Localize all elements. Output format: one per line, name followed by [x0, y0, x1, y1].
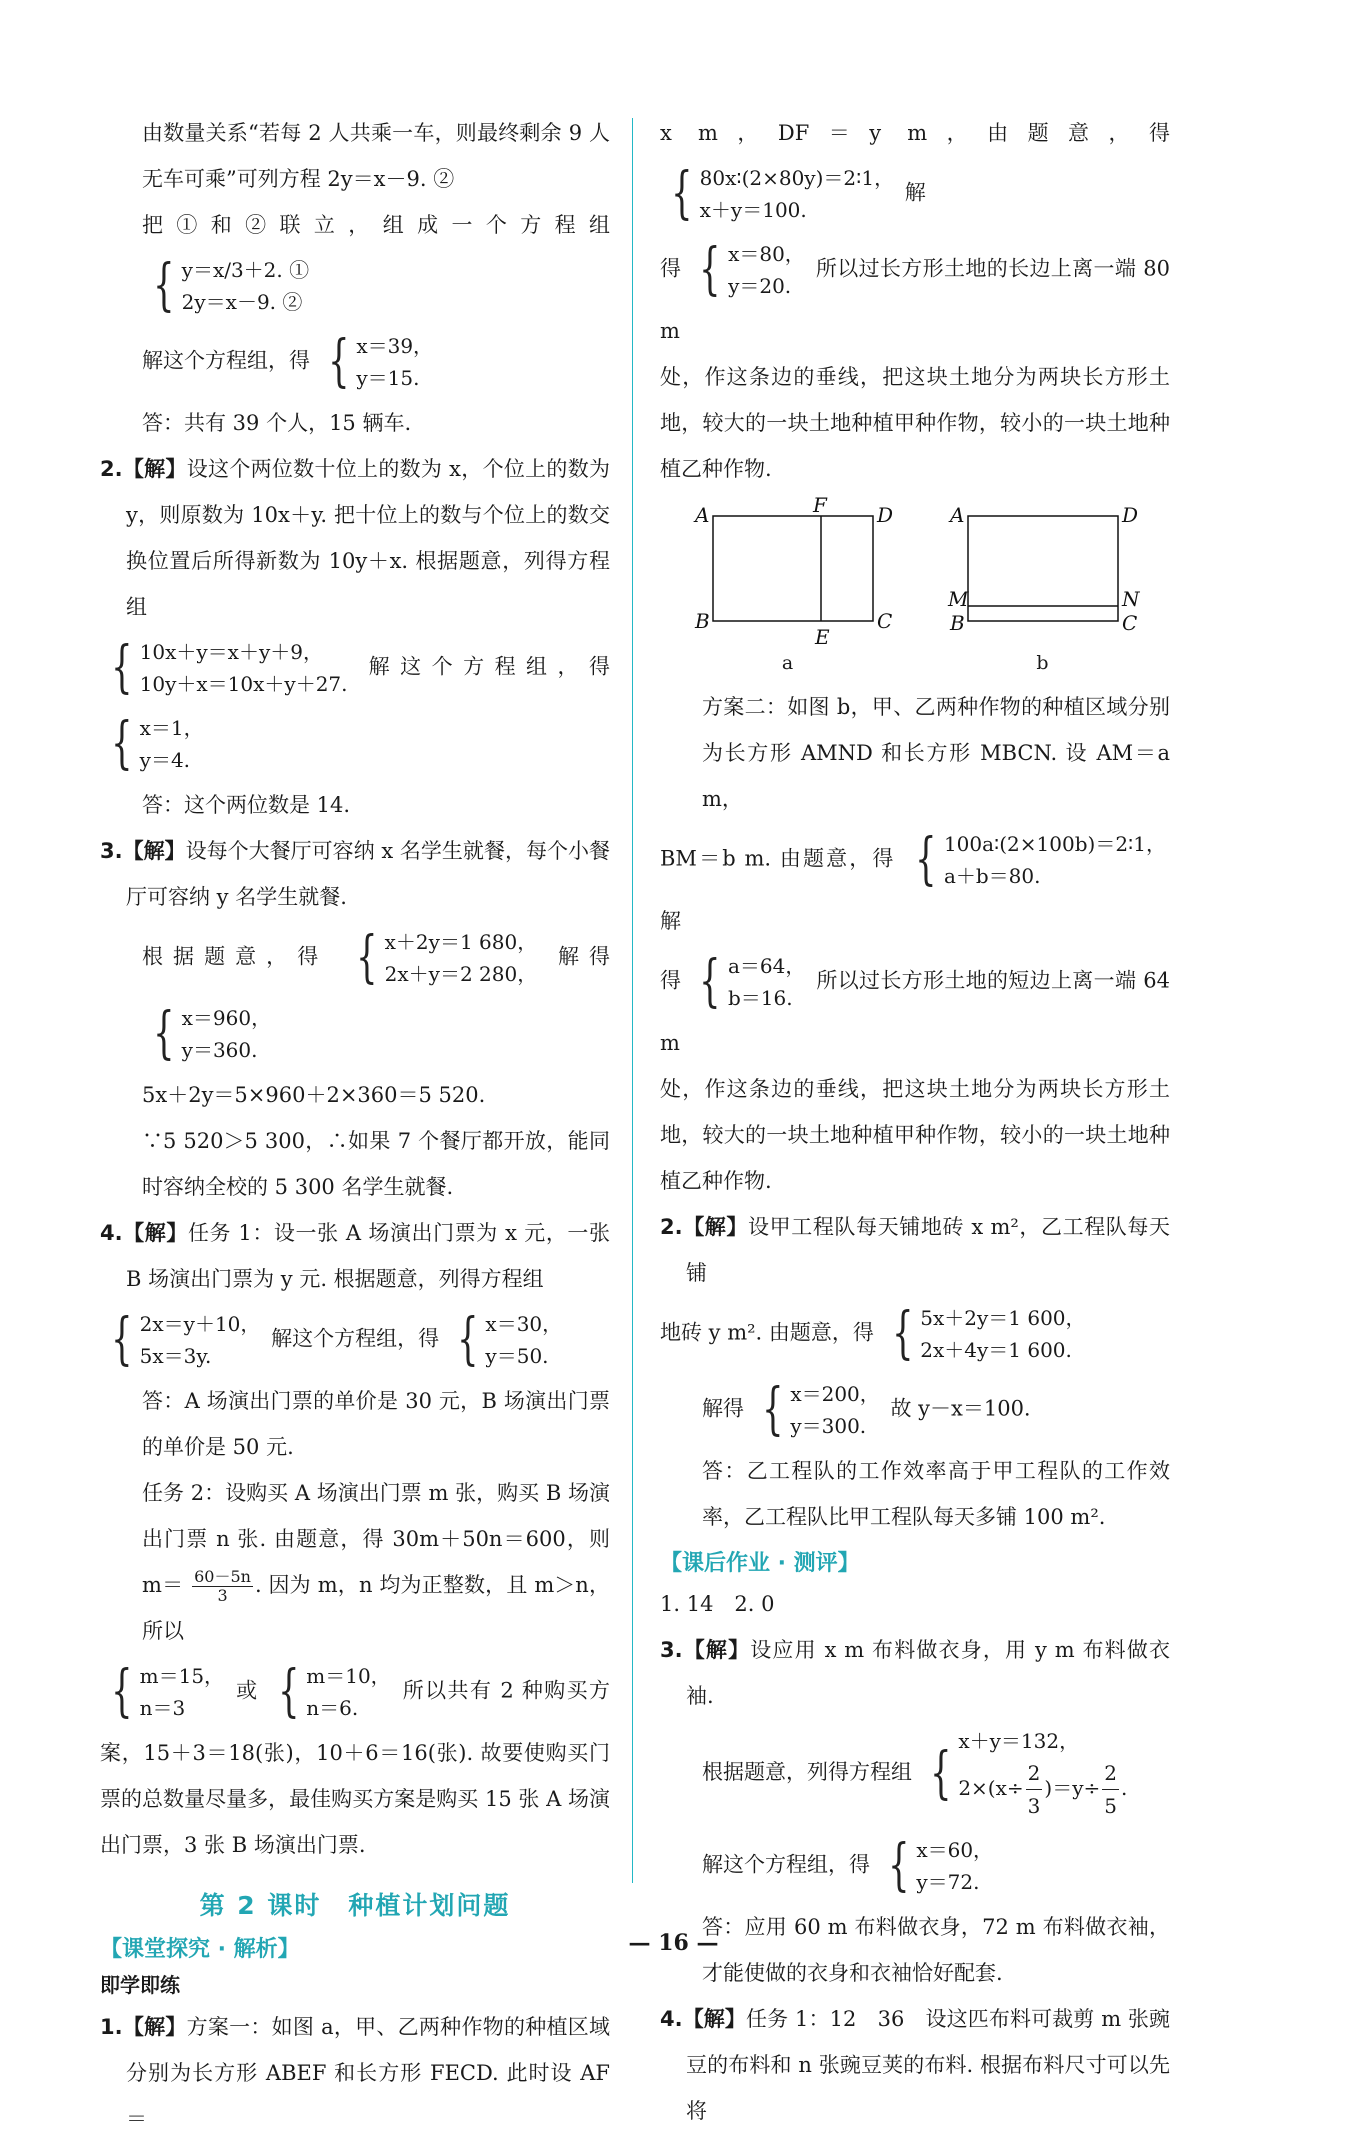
fraction [192, 1568, 253, 1605]
equation-system: { 100a∶(2×100b)＝2∶1， a＋b＝80. [915, 827, 1166, 892]
text: 或 [236, 1678, 259, 1703]
answer: 答：乙工程队的工作效率高于甲工程队的工作效率，乙工程队比甲工程队每天多铺 100 m². [702, 1459, 1170, 1529]
text: 设这个两位数十位上的数为 x，个位上的数为 y，则原数为 10x＋y. 把十位上的数与个位上的数交换位置后所得新数为 10y＋x. 根据题意，列得方程组 [126, 457, 610, 619]
text: . 因为 m，n 均为正整数，且 m＞n，所以 [142, 1573, 610, 1643]
equation: x＝200， [790, 1382, 880, 1406]
figure-a-drawing [693, 493, 893, 649]
equation: x＝80， [728, 242, 805, 266]
fraction [1026, 1757, 1043, 1822]
paragraph [660, 232, 1170, 354]
question-number: 1.【解】 [100, 2015, 187, 2039]
label-B: B [694, 609, 710, 633]
denominator: 3 [1027, 1794, 1041, 1818]
equation: n＝6. [306, 1696, 359, 1720]
solution-system: { a＝64， b＝16. [699, 949, 806, 1014]
text: 2×(x÷ [958, 1776, 1024, 1800]
question-number: 3.【解】 [100, 839, 186, 863]
text: 得 [660, 256, 682, 281]
page-number: — 16 — [628, 1930, 719, 1956]
fraction [1102, 1757, 1119, 1822]
text: 所以共有 2 种购买方案，15＋3＝18(张)，10＋6＝16(张). 故要使购买门票的总数量尽量多，最佳购买方案是购买 15 张 A 场演出门票，3 张 B 场演出门票. [100, 1678, 611, 1857]
equation: n＝3 [139, 1696, 186, 1720]
numerator: 2 [1026, 1757, 1043, 1790]
equation: y＝360. [181, 1038, 258, 1062]
equation: b＝16. [727, 986, 793, 1010]
equation: m＝15， [139, 1664, 225, 1688]
figure-b [947, 503, 1139, 674]
equation-system: { 10x＋y＝x＋y＋9， 10y＋x＝10x＋y＋27. [111, 635, 348, 700]
equation: 2x＝y＋10， [139, 1312, 261, 1336]
left-column [100, 110, 610, 2142]
equation: 2x＋4y＝1 600. [920, 1338, 1072, 1362]
text: 设每个大餐厅可容纳 x 名学生就餐，每个小餐厅可容纳 y 名学生就餐. [126, 839, 610, 909]
question-number: 4.【解】 [100, 1221, 188, 1245]
label-N: N [1121, 587, 1139, 611]
text: 根据题意，列得方程组 [702, 1760, 912, 1784]
equation: x＋2y＝1 680， [384, 930, 538, 954]
paragraph [100, 920, 610, 1072]
label-D: D [876, 503, 893, 527]
lesson-title: 第 2 课时 种植计划问题 [199, 1891, 511, 1920]
equation: 5x＋2y＝1 600， [920, 1306, 1086, 1330]
text: 所以过长方形土地的长边上离一端 80 m [660, 256, 1171, 343]
rectangle [713, 516, 873, 621]
label-M: M [947, 587, 968, 611]
label-C: C [876, 609, 892, 633]
equation: x＝39， [356, 334, 434, 358]
paragraph [100, 202, 610, 324]
text: 所以过长方形土地的短边上离一端 64 m [660, 968, 1170, 1055]
text: 解这个方程组，得 [702, 1852, 870, 1877]
question-4 [660, 1996, 1170, 2134]
case-system: { m＝15， n＝3 [111, 1659, 225, 1724]
paragraph: 处，作这条边的垂线，把这块土地分为两块长方形土地，较大的一块土地种植甲种作物，较小的一块土地种植乙种作物. [660, 365, 1170, 481]
equation [958, 1757, 1127, 1822]
conclusion: ∵5 520＞5 300，∴如果 7 个餐厅都开放，能同时容纳全校的 5 300 名学生就餐. [142, 1129, 610, 1199]
case-system: { m＝10， n＝6. [277, 1659, 391, 1724]
paragraph [660, 1296, 1170, 1372]
equation: x＝1， [139, 716, 204, 740]
section-tag: 【课后作业 · 测评】 [660, 1551, 860, 1576]
paragraph [660, 944, 1170, 1066]
equation: x＝960， [181, 1006, 272, 1030]
answer: 答：A 场演出门票的单价是 30 元，B 场演出门票的单价是 50 元. [142, 1389, 610, 1459]
label-A: A [694, 503, 709, 527]
label-C: C [1121, 611, 1137, 635]
solution-system: { x＝80， y＝20. [699, 237, 805, 302]
equation: 2y＝x－9. ② [181, 290, 303, 314]
text: 根据题意，得 [142, 944, 329, 969]
equation: x＋y＝100. [699, 198, 807, 222]
figure-a [693, 493, 893, 674]
equation: 2x＋y＝2 280， [384, 962, 538, 986]
text: 任务 1：12 36 设这匹布料可裁剪 m 张豌豆的布料和 n 张豌豆荚的布料. 根据布料尺寸可以先将 [686, 2007, 1171, 2123]
sub-heading: 即学即练 [100, 1973, 180, 1997]
equation-system: { x＋y＝132， 2×(x÷ $\frac{2}{3}$ )＝y÷ $\frac{2}{5}$ . [923, 1725, 1128, 1822]
text: 把①和②联立，组成一个方程组 [142, 213, 610, 237]
paragraph [100, 1302, 610, 1378]
equation: m＝10， [306, 1664, 391, 1688]
equation: 10y＋x＝10x＋y＋27. [139, 672, 348, 696]
paragraph [660, 1719, 1170, 1828]
equation-system: { y＝x/3＋2. ① 2y＝x－9. ② [153, 253, 310, 318]
equation: 10x＋y＝x＋y＋9， [139, 640, 323, 664]
paragraph [660, 110, 1170, 232]
label-F: F [812, 493, 827, 517]
equation: y＝15. [356, 366, 420, 390]
text: 解 [904, 180, 926, 205]
figure-caption: a [781, 652, 794, 674]
text: 方案一：如图 a，甲、乙两种作物的种植区域分别为长方形 ABEF 和长方形 FECD. 此时设 AF＝ [126, 2015, 610, 2131]
numerator: 2 [1102, 1757, 1119, 1790]
equation: 80x∶(2×80y)＝2∶1， [699, 166, 895, 190]
short-answers: 1. 14 2. 0 [660, 1592, 775, 1616]
equation: y＝50. [485, 1344, 549, 1368]
paragraph [100, 1470, 610, 1654]
solution-system: { x＝960， y＝360. [153, 1001, 272, 1066]
equation: x＝30， [485, 1312, 563, 1336]
question-1 [100, 2004, 610, 2142]
label-B: B [949, 611, 965, 635]
paragraph [660, 1372, 1170, 1448]
answer: 答：这个两位数是 14. [142, 793, 351, 817]
equation: 100a∶(2×100b)＝2∶1， [943, 832, 1166, 856]
paragraph: 方案二：如图 b，甲、乙两种作物的种植区域分别为长方形 AMND 和长方形 MBCN. 设 AM＝a m， [702, 695, 1170, 811]
question-number: 2.【解】 [100, 457, 187, 481]
answer: 答：应用 60 m 布料做衣身，72 m 布料做衣袖，才能使做的衣身和衣袖恰好配套. [702, 1915, 1170, 1985]
calculation: 5x＋2y＝5×960＋2×360＝5 520. [142, 1083, 486, 1107]
equation-system: { 80x∶(2×80y)＝2∶1， x＋y＝100. [671, 161, 895, 226]
equation: y＝4. [139, 748, 191, 772]
figures [660, 493, 1170, 674]
figure-caption: b [1036, 652, 1049, 674]
equation: a＝64， [727, 954, 806, 978]
text: 解这个方程组，得 [142, 348, 310, 373]
solution-system: { x＝60， y＝72. [887, 1833, 994, 1898]
equation: x＋y＝132， [958, 1729, 1080, 1753]
answer: 答：共有 39 个人，15 辆车. [142, 411, 412, 435]
text: 解 [660, 909, 681, 933]
solution-system: { x＝1， y＝4. [111, 711, 204, 776]
label-D: D [1121, 503, 1138, 527]
text: 解得 [557, 944, 610, 969]
equation: y＝x/3＋2. ① [181, 258, 310, 282]
text: 任务 2：设购买 A 场演出门票 m 张，购买 B 场演出门票 n 张. 由题意，得 30m＋50n＝600，则 m＝ [142, 1481, 610, 1597]
question-number: 2.【解】 [660, 1215, 749, 1239]
question-4 [100, 1210, 610, 1302]
text: 设应用 x m 布料做衣身，用 y m 布料做衣袖. [686, 1638, 1170, 1708]
paragraph [100, 1654, 610, 1868]
text: BM＝b m. 由题意，得 [660, 846, 896, 871]
text: 故 y－x＝100. [890, 1396, 1031, 1421]
denominator: 3 [217, 1586, 228, 1605]
equation: y＝300. [790, 1414, 867, 1438]
equation: 5x＝3y. [139, 1344, 212, 1368]
figure-b-drawing [947, 503, 1139, 646]
text: 任务 1：设一张 A 场演出门票为 x 元，一张 B 场演出门票为 y 元. 根据题意，列得方程组 [126, 1221, 610, 1291]
denominator: 5 [1104, 1794, 1117, 1818]
solution-system: { x＝30， y＝50. [456, 1307, 563, 1372]
text: )＝y÷ [1044, 1776, 1101, 1800]
question-number: 3.【解】 [660, 1638, 751, 1662]
text: 解得 [702, 1396, 744, 1421]
numerator: 60－5n [194, 1567, 251, 1586]
label-A: A [949, 503, 964, 527]
text: 解这个方程组，得 [271, 1326, 440, 1351]
paragraph: 由数量关系“若每 2 人共乘一车，则最终剩余 9 人无车可乘”可列方程 2y＝x－9. ② [142, 121, 610, 191]
column-divider [632, 118, 633, 1883]
equation-system: { 5x＋2y＝1 600， 2x＋4y＝1 600. [891, 1301, 1086, 1366]
text: 设甲工程队每天铺地砖 x m²，乙工程队每天铺 [686, 1215, 1171, 1285]
equation: a＋b＝80. [943, 864, 1041, 888]
solution-system: { x＝39， y＝15. [327, 329, 434, 394]
question-2 [660, 1204, 1170, 1296]
equation: y＝20. [728, 274, 792, 298]
question-number: 4.【解】 [660, 2007, 747, 2031]
paragraph: 处，作这条边的垂线，把这块土地分为两块长方形土地，较大的一块土地种植甲种作物，较小的一块土地种植乙种作物. [660, 1077, 1170, 1193]
text: 地砖 y m². 由题意，得 [660, 1320, 874, 1345]
solution-system: { x＝200， y＝300. [761, 1377, 880, 1442]
paragraph [660, 1828, 1170, 1904]
text: . [1120, 1776, 1128, 1800]
text: 解这个方程组，得 [368, 654, 610, 679]
equation-system: { x＋2y＝1 680， 2x＋y＝2 280， [356, 925, 538, 990]
paragraph [100, 630, 610, 782]
label-E: E [814, 625, 830, 649]
question-2 [100, 446, 610, 630]
paragraph [660, 822, 1170, 944]
section-tag: 【课堂探究 · 解析】 [100, 1937, 300, 1962]
equation: x＝60， [916, 1838, 994, 1862]
right-column [660, 110, 1170, 2134]
equation: y＝72. [916, 1870, 980, 1894]
paragraph [100, 324, 610, 400]
equation-system: { 2x＝y＋10， 5x＝3y. [111, 1307, 261, 1372]
text: 得 [660, 968, 682, 993]
question-3 [100, 828, 610, 920]
text: x m，DF＝y m，由题意，得 [660, 121, 1170, 145]
question-3 [660, 1627, 1170, 1719]
